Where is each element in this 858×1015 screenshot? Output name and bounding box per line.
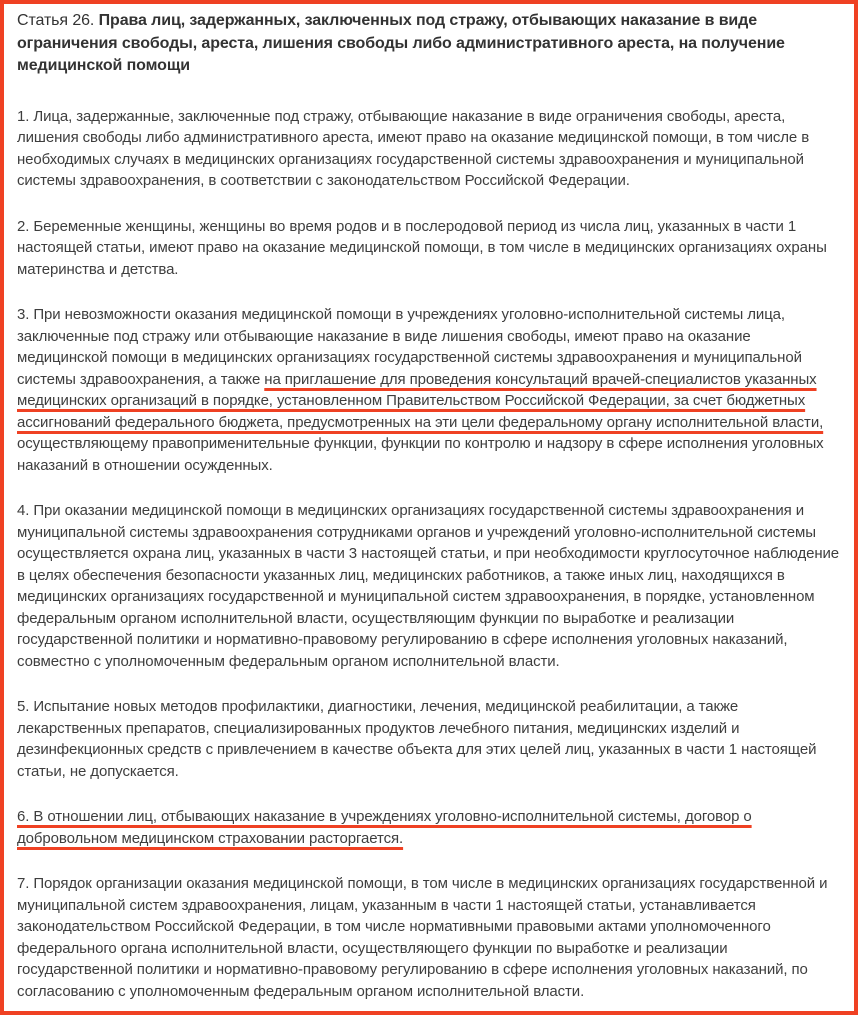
paragraph-text: 2. Беременные женщины, женщины во время родов и в послеродовой период из числа лиц, указанных в части 1 настоящей статьи, имеют право на оказание медицинской помощи, в том числе в медицинских организациях охраны материнства и детства. — [17, 217, 827, 278]
paragraph-text: 7. Порядок организации оказания медицинской помощи, в том числе в медицинских организациях государственной и муниципальной систем здравоохранения, лицам, указанным в части 1 настоящей статьи, устанавливается законодательством Российской Федерации, в том числе нормативными правовыми актами уполномоченного федерального органа исполнительной власти, осуществляющего функции по выработке и реализации государственной политики и нормативно-правовому регулированию в сфере исполнения уголовных наказаний, по согласованию с уполномоченным федеральным органом исполнительной власти. — [17, 875, 828, 1000]
paragraph-text: 5. Испытание новых методов профилактики, диагностики, лечения, медицинской реабилитации, а также лекарственных препаратов, специализированных продуктов лечебного питания, медицинских изделий и дезинфекционных средств с привлечением в качестве объекта для этих целей лиц, указанных в части 1 настоящей статьи, не допускается. — [17, 698, 817, 780]
article-paragraph — [17, 500, 842, 672]
paragraph-text: 3. При невозможности оказания медицинской помощи в учреждениях уголовно-исполнительной системы лица, заключенные под стражу или отбывающие наказание в виде лишения свободы, имеют право на оказание медицинской помощи в медицинских организациях государственной системы здравоохранения и муниципальной системы здравоохранения, а также — [17, 306, 802, 388]
article-number: Статья 26. — [17, 12, 95, 29]
article-paragraph — [17, 106, 842, 192]
underlined-text: 6. В отношении лиц, отбывающих наказание в учреждениях уголовно-исполнительной системы, договор о добровольном медицинском страховании расторгается. — [17, 808, 752, 847]
article-paragraph — [17, 873, 842, 1002]
article-paragraph — [17, 806, 842, 849]
article-heading — [17, 10, 842, 78]
article-body — [17, 106, 842, 1003]
article-title: Права лиц, задержанных, заключенных под стражу, отбывающих наказание в виде ограничения свободы, ареста, лишения свободы либо административного ареста, на получение медицинской помощи — [17, 12, 785, 74]
paragraph-text: 1. Лица, задержанные, заключенные под стражу, отбывающие наказание в виде ограничения свободы, ареста, лишения свободы либо административного ареста, имеют право на оказание медицинской помощи, в том числе в необходимых случаях в медицинских организациях государственной системы здравоохранения и муниципальной системы здравоохранения, в соответствии с законодательством Российской Федерации. — [17, 107, 810, 189]
article-paragraph — [17, 696, 842, 782]
paragraph-text: осуществляющему правоприменительные функции, функции по контролю и надзору в сфере исполнения уголовных наказаний в отношении осужденных. — [17, 435, 824, 474]
article-paragraph — [17, 304, 842, 476]
paragraph-text: 4. При оказании медицинской помощи в медицинских организациях государственной системы здравоохранения и муниципальной системы здравоохранения сотрудниками органов и учреждений уголовно-исполнительной системы осуществляется охрана лиц, указанных в части 3 настоящей статьи, и при необходимости круглосуточное наблюдение в целях обеспечения безопасности указанных лиц, медицинских работников, а также иных лиц, находящихся в медицинских организациях государственной и муниципальной систем здравоохранения, в порядке, установленном федеральным органом исполнительной власти, осуществляющим функции по выработке и реализации государственной политики и нормативно-правовому регулированию в сфере исполнения уголовных наказаний, совместно с уполномоченным федеральным органом исполнительной власти. — [17, 502, 840, 670]
article-paragraph — [17, 216, 842, 281]
underlined-text: на приглашение для проведения консультаций врачей-специалистов указанных медицинских организаций в порядке, установленном Правительством Российской Федерации, за счет бюджетных ассигнований федерального бюджета, предусмотренных на эти цели федеральному органу исполнительной власти, — [17, 370, 824, 431]
